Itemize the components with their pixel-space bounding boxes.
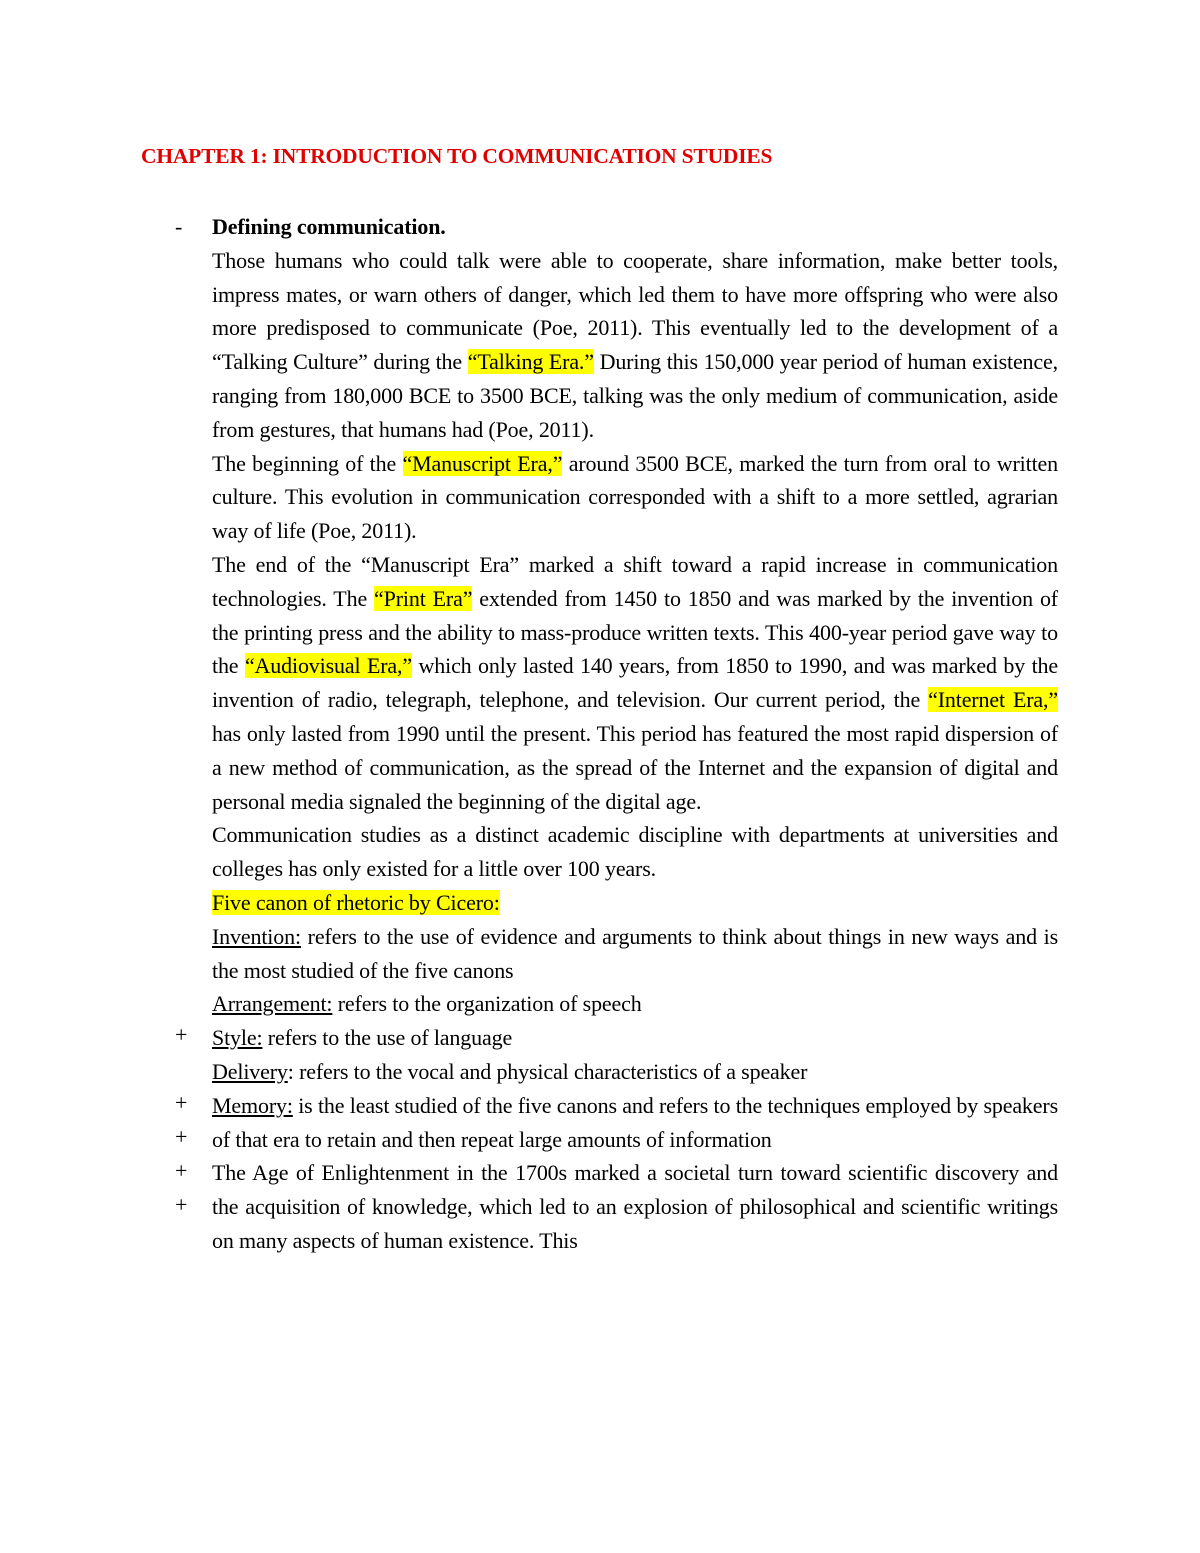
text-run: The end of the “Manuscript Era” marked a shift toward a rapid increase in communication technologies. The (212, 551, 1058, 611)
chapter-title: CHAPTER 1: INTRODUCTION TO COMMUNICATION STUDIES (141, 144, 773, 168)
canon-desc: is the least studied of the five canons and refers to the techniques employed by speakers of that era to retain and then repeat large amounts of information (212, 1092, 1058, 1152)
canon-item-style (212, 1021, 1058, 1055)
highlight-talking-era: “Talking Era.” (467, 349, 594, 375)
canons-heading (212, 886, 1058, 920)
canon-term: Delivery (212, 1058, 288, 1084)
canon-item-arrangement (212, 987, 1058, 1021)
text-run: has only lasted from 1990 until the present. This period has featured the most rapid dispersion of a new method of communication, as the spread of the Internet and the expansion of digital and personal media signaled the beginning of the digital age. (212, 720, 1058, 814)
plus-marker-arrangement: + (175, 1090, 188, 1115)
text-run: During this 150,000 year period of human existence, ranging from 180,000 BCE to 3500 BCE, talking was the only medium of communication, aside from gestures, that humans had (Poe, 2011). (212, 349, 1058, 442)
text-run: Those humans who could talk were able to cooperate, share information, make better tools, impress mates, or warn others of danger, which led them to have more offspring who were also more predisposed to communicate (Poe, 2011). This eventually led to the development of a “Talking Culture” during the (212, 247, 1058, 375)
dash-marker: - (175, 214, 183, 239)
canon-desc: refers to the use of evidence and arguments to think about things in new ways and is the most studied of the five canons (212, 923, 1058, 983)
canon-item-memory (212, 1089, 1058, 1157)
highlight-print-era: “Print Era” (374, 585, 473, 611)
canon-term: Memory: (212, 1092, 293, 1118)
text-run: which only lasted 140 years, from 1850 to 1990, and was marked by the invention of radio, telegraph, telephone, and television. Our current period, the (212, 653, 1058, 713)
document-body (212, 210, 1058, 1258)
canon-term: Invention: (212, 923, 301, 949)
section-heading: Defining communication. (212, 214, 446, 239)
text-run: around 3500 BCE, marked the turn from oral to written culture. This evolution in communication corresponded with a shift to a more settled, agrarian way of life (Poe, 2011). (212, 450, 1058, 544)
canon-desc: refers to the use of language (262, 1025, 513, 1051)
canon-term: Arrangement: (212, 991, 333, 1017)
canon-item-delivery (212, 1055, 1058, 1089)
paragraph-eras (212, 548, 1058, 818)
plus-marker-invention: + (175, 1022, 188, 1047)
paragraph-talking-era (212, 244, 1058, 447)
highlight-canons-heading: Five canon of rhetoric by Cicero: (212, 889, 500, 915)
highlight-audiovisual-era: “Audiovisual Era,” (244, 653, 413, 679)
text-run: The beginning of the (212, 450, 403, 476)
canon-desc: refers to the organization of speech (332, 991, 642, 1017)
paragraph-enlightenment: The Age of Enlightenment in the 1700s marked a societal turn toward scientific discovery and the acquisition of knowledge, which led to an explosion of philosophical and scientific writings on many aspects of human existence. This (212, 1160, 1058, 1253)
paragraph-discipline: Communication studies as a distinct academic discipline with departments at universities and colleges has only existed for a little over 100 years. (212, 822, 1058, 882)
plus-marker-style: + (175, 1124, 188, 1149)
canon-desc: : refers to the vocal and physical characteristics of a speaker (287, 1058, 808, 1084)
paragraph-manuscript-era (212, 447, 1058, 548)
plus-marker-delivery: + (175, 1158, 188, 1183)
canon-term: Style: (212, 1025, 263, 1051)
canon-item-invention (212, 920, 1058, 988)
highlight-internet-era: “Internet Era,” (928, 687, 1058, 713)
highlight-manuscript-era: “Manuscript Era,” (402, 450, 563, 476)
plus-marker-memory: + (175, 1192, 188, 1217)
text-run: extended from 1450 to 1850 and was marked by the invention of the printing press and the ability to mass-produce written texts. This 400-year period gave way to the (212, 585, 1058, 679)
